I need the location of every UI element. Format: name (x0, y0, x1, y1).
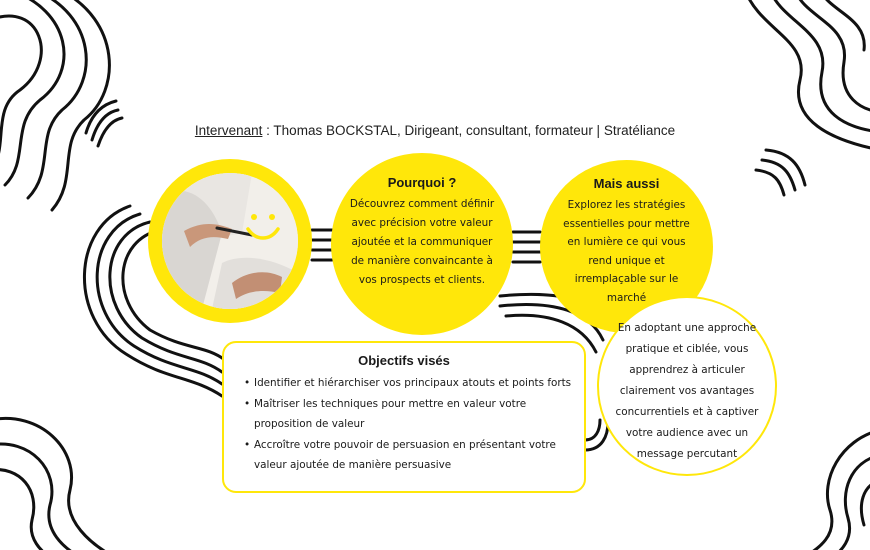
objectif-item: • Maîtriser les techniques pour mettre en valeur votre proposition de valeur (244, 394, 574, 434)
hand-with-pen-illustration (162, 173, 298, 309)
photo-circle (148, 159, 312, 323)
mais-aussi-text: Explorez les stratégies essentielles pour mettre en lumière ce qui vous rend unique et irremplaçable sur le marché (563, 199, 690, 304)
objectif-item: • Accroître votre pouvoir de persuasion en présentant votre valeur ajoutée de manière persuasive (244, 435, 574, 475)
speaker-photo (162, 173, 298, 309)
objectifs-title: Objectifs visés (358, 353, 450, 368)
objectifs-list (234, 373, 574, 475)
pourquoi-title: Pourquoi ? (387, 175, 457, 190)
speaker-line (0, 123, 870, 138)
speaker-label: Intervenant (194, 123, 263, 138)
mais-aussi-title: Mais aussi (593, 176, 660, 191)
approche-text: En adoptant une approche pratique et ciblée, vous apprendrez à articuler clairement vos avantages concurrentiels et à captiver votre audience avec un message percutant (615, 322, 759, 460)
speaker-text: : Thomas BOCKSTAL, Dirigeant, consultant, formateur | Stratéliance (262, 123, 676, 138)
approche-circle (597, 296, 777, 476)
objectifs-box (222, 341, 586, 493)
pourquoi-text: Découvrez comment définir avec précision votre valeur ajoutée et la communiquer de manière convaincante à vos prospects et clients. (349, 198, 495, 286)
objectif-item: • Identifier et hiérarchiser vos principaux atouts et points forts (244, 373, 574, 393)
pourquoi-circle (331, 153, 513, 335)
